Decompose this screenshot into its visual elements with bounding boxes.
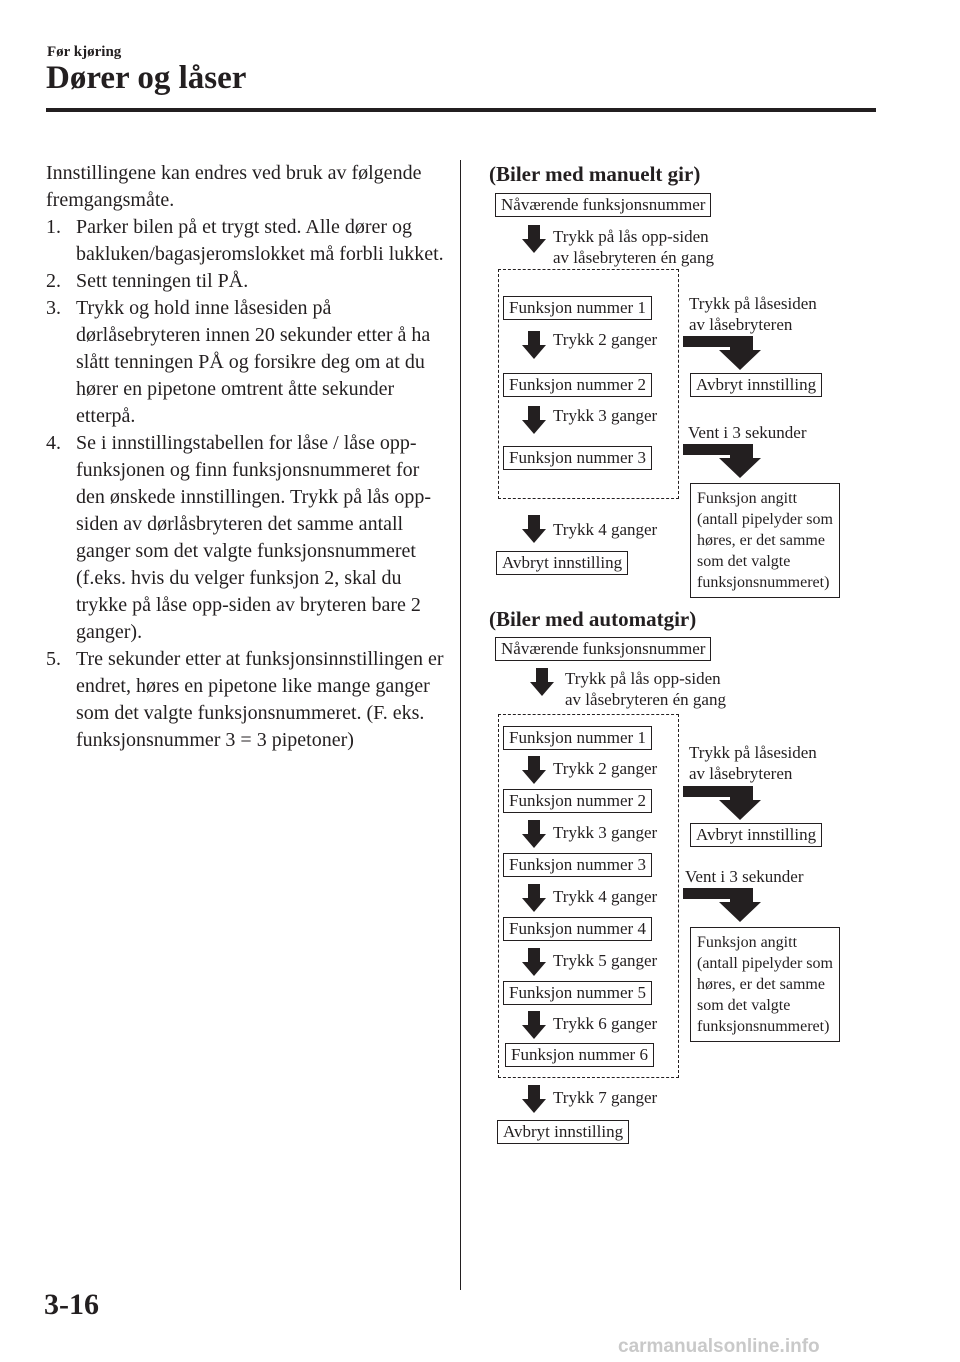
auto-cancel-bottom-box: Avbryt innstilling [497,1120,629,1144]
result-line: som det valgte [697,553,791,570]
manual-press-lock-line1: Trykk på låsesiden [689,294,817,313]
down-arrow-icon [522,884,546,912]
manual-function-3-box: Funksjon nummer 3 [503,446,652,470]
auto-press-2: Trykk 2 ganger [553,759,658,778]
step-number: 2. [46,270,61,292]
auto-heading: (Biler med automatgir) [489,607,697,631]
page-title: Dører og låser [46,60,247,96]
auto-wait-text: Vent i 3 sekunder [685,867,804,886]
down-arrow-icon [522,1011,546,1039]
watermark: carmanualsonline.info [618,1336,820,1357]
result-line: Funksjon angitt [697,490,798,507]
step-item [46,295,446,430]
result-line: høres, er det samme [697,532,825,549]
step-text: Trykk og hold inne låsesiden på dørlåsebryteren innen 20 sekunder etter å ha slått tenningen PÅ og forsikre deg om at du hører en pipetone omtrent åtte sekunder etterpå. [76,297,431,427]
result-line: som det valgte [697,997,791,1014]
l-arrow-icon [683,782,763,822]
title-rule [46,108,876,112]
auto-function-2-box: Funksjon nummer 2 [503,789,652,813]
result-line: (antall pipelyder som [697,955,833,972]
l-arrow-icon [683,440,763,480]
section-label: Før kjøring [47,44,122,60]
intro-text: Innstillingene kan endres ved bruk av følgende fremgangsmåte. [46,162,422,211]
step-number: 5. [46,648,61,670]
step-number: 3. [46,297,61,319]
step-item [46,430,446,646]
manual-cancel-right-box: Avbryt innstilling [690,373,822,397]
auto-function-1-box: Funksjon nummer 1 [503,726,652,750]
manual-current-function-box: Nåværende funksjonsnummer [495,193,711,217]
auto-current-function-box: Nåværende funksjonsnummer [495,637,711,661]
l-arrow-icon [683,884,763,924]
down-arrow-icon [522,225,546,253]
auto-press-3: Trykk 3 ganger [553,823,658,842]
auto-press-7: Trykk 7 ganger [553,1088,658,1107]
auto-cancel-right-box: Avbryt innstilling [690,823,822,847]
down-arrow-icon [522,948,546,976]
step-item [46,268,446,295]
down-arrow-icon [522,1085,546,1113]
manual-function-2-box: Funksjon nummer 2 [503,373,652,397]
manual-function-1-box: Funksjon nummer 1 [503,296,652,320]
result-line: funksjonsnummeret) [697,1018,830,1035]
l-arrow-icon [683,332,763,372]
down-arrow-icon [522,820,546,848]
step-text: Tre sekunder etter at funksjonsinnstillingen er endret, høres en pipetone like mange ganger som det valgte funksjonsnummeret. (F. eks. funksjonsnummer 3 = 3 pipetoner) [76,648,444,751]
step-number: 1. [46,216,61,238]
auto-press-unlock-line2: av låsebryteren én gang [565,690,726,709]
manual-press-4: Trykk 4 ganger [553,520,658,539]
step-item [46,646,446,754]
manual-wait-text: Vent i 3 sekunder [688,423,807,442]
step-number: 4. [46,432,61,454]
step-text: Se i innstillingstabellen for låse / låse opp-funksjonen og finn funksjonsnummeret for den ønskede innstillingen. Trykk på lås opp-siden av dørlåsbryteren det samme antall ganger som det valgte funksjonsnummeret (f.eks. hvis du velger funksjon 2, skal du trykke på låse opp-siden av bryteren bare 2 ganger). [76,432,431,643]
manual-heading: (Biler med manuelt gir) [489,162,701,186]
down-arrow-icon [522,515,546,543]
manual-result-box [690,483,840,598]
result-line: (antall pipelyder som [697,511,833,528]
instructions [46,160,446,754]
auto-press-lock-line1: Trykk på låsesiden [689,743,817,762]
auto-result-box [690,927,840,1042]
manual-cancel-bottom-box: Avbryt innstilling [496,551,628,575]
manual-press-2: Trykk 2 ganger [553,330,658,349]
manual-press-3: Trykk 3 ganger [553,406,658,425]
down-arrow-icon [522,331,546,359]
step-item [46,214,446,268]
auto-press-lock-line2: av låsebryteren [689,764,793,783]
manual-press-lock-line2: av låsebryteren [689,315,793,334]
down-arrow-icon [522,406,546,434]
result-line: funksjonsnummeret) [697,574,830,591]
auto-function-4-box: Funksjon nummer 4 [503,917,652,941]
auto-function-6-box: Funksjon nummer 6 [505,1043,654,1067]
down-arrow-icon [522,756,546,784]
auto-function-3-box: Funksjon nummer 3 [503,853,652,877]
steps-list [46,214,446,754]
auto-press-unlock-line1: Trykk på lås opp-siden [565,669,721,688]
page-number: 3-16 [44,1288,99,1321]
column-divider [460,160,461,1290]
auto-press-4: Trykk 4 ganger [553,887,658,906]
auto-function-5-box: Funksjon nummer 5 [503,981,652,1005]
down-arrow-icon [530,668,554,696]
auto-press-6: Trykk 6 ganger [553,1014,658,1033]
result-line: høres, er det samme [697,976,825,993]
auto-press-5: Trykk 5 ganger [553,951,658,970]
step-text: Parker bilen på et trygt sted. Alle dører og bakluken/bagasjeromslokket må forbli lukket. [76,216,444,265]
manual-press-unlock-line1: Trykk på lås opp-siden [553,227,709,246]
step-text: Sett tenningen til PÅ. [76,270,249,292]
manual-press-unlock-line2: av låsebryteren én gang [553,248,714,267]
result-line: Funksjon angitt [697,934,798,951]
